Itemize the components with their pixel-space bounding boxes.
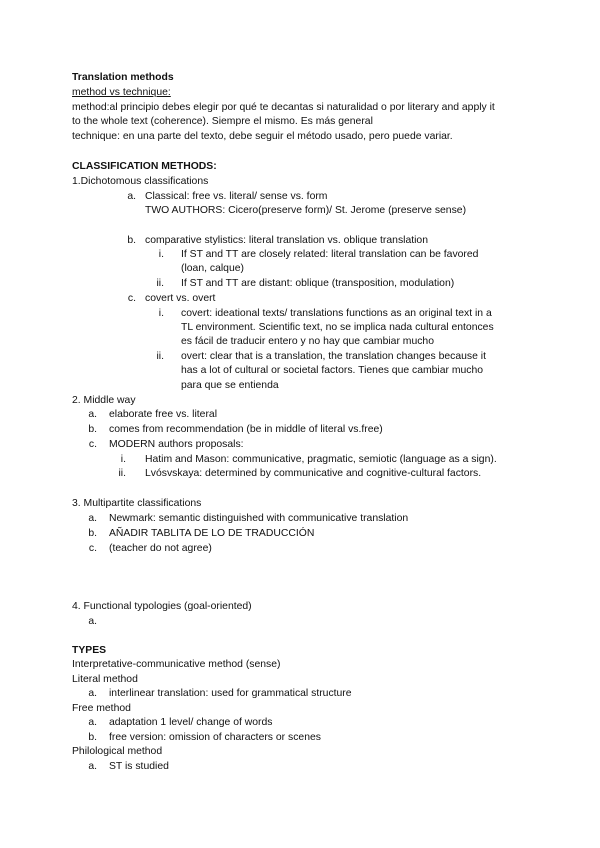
- list-item-continuation: has a lot of cultural or societal factors. Tienes que cambiar mucho: [181, 365, 484, 376]
- intro-method-line: method:al principio debes elegir por qué te decantas si naturalidad o por literary and apply it: [72, 102, 495, 113]
- list-marker: b.: [88, 528, 97, 539]
- list-item-continuation: para que se entienda: [181, 380, 279, 391]
- list-item: covert: ideational texts/ translations functions as an original text in a: [181, 308, 492, 319]
- list-marker: b.: [88, 424, 97, 435]
- list-marker: a.: [88, 717, 97, 728]
- list-marker: ii.: [118, 468, 126, 479]
- list-item: interlinear translation: used for grammatical structure: [109, 688, 352, 699]
- doc-subtitle: method vs technique:: [72, 87, 171, 98]
- section-label: 2. Middle way: [72, 395, 136, 406]
- list-marker: b.: [88, 732, 97, 743]
- method-label: Interpretative-communicative method (sense): [72, 659, 281, 670]
- list-marker: a.: [88, 761, 97, 772]
- doc-title: Translation methods: [72, 72, 174, 83]
- list-marker: ii.: [156, 351, 164, 362]
- list-item: (teacher do not agree): [109, 543, 212, 554]
- list-item: free version: omission of characters or scenes: [109, 732, 321, 743]
- list-item-continuation: (loan, calque): [181, 263, 244, 274]
- list-item: comparative stylistics: literal translation vs. oblique translation: [145, 235, 428, 246]
- list-item-continuation: es fácil de traducir entero y no hay que cambiar mucho: [181, 336, 434, 347]
- section-label: 4. Functional typologies (goal-oriented): [72, 601, 252, 612]
- list-marker: c.: [127, 293, 136, 304]
- list-item: Lvósvskaya: determined by communicative and cognitive-cultural factors.: [145, 468, 482, 479]
- list-marker: a.: [88, 513, 97, 524]
- list-item: covert vs. overt: [145, 293, 216, 304]
- types-heading: TYPES: [72, 645, 107, 656]
- list-item: If ST and TT are distant: oblique (transposition, modulation): [181, 278, 455, 289]
- list-item: MODERN authors proposals:: [109, 439, 244, 450]
- list-marker: a.: [88, 409, 97, 420]
- list-item: overt: clear that is a translation, the translation changes because it: [181, 351, 486, 362]
- list-item: AÑADIR TABLITA DE LO DE TRADUCCIÓN: [109, 528, 315, 539]
- list-item: Hatim and Mason: communicative, pragmatic, semiotic (language as a sign).: [145, 454, 497, 465]
- list-item: ST is studied: [109, 761, 169, 772]
- list-marker: ii.: [156, 278, 164, 289]
- list-marker: c.: [88, 439, 97, 450]
- method-label: Literal method: [72, 674, 138, 685]
- list-marker: i.: [158, 308, 164, 319]
- method-label: Philological method: [72, 746, 163, 757]
- list-item-continuation: TL environment. Scientific text, no se implica nada cultural entonces: [181, 322, 494, 333]
- list-item: If ST and TT are closely related: literal translation can be favored: [181, 249, 479, 260]
- intro-method-line: to the whole text (coherence). Siempre el mismo. Es más general: [72, 116, 373, 127]
- method-label: Free method: [72, 703, 131, 714]
- list-item-continuation: TWO AUTHORS: Cicero(preserve form)/ St. Jerome (preserve sense): [145, 205, 467, 216]
- list-item: Classical: free vs. literal/ sense vs. form: [145, 191, 328, 202]
- list-item: elaborate free vs. literal: [109, 409, 218, 420]
- list-item: Newmark: semantic distinguished with communicative translation: [109, 513, 409, 524]
- list-marker: b.: [127, 235, 136, 246]
- list-marker: c.: [88, 543, 97, 554]
- list-marker: a.: [88, 688, 97, 699]
- list-item: adaptation 1 level/ change of words: [109, 717, 273, 728]
- list-marker: a.: [127, 191, 136, 202]
- list-marker: i.: [158, 249, 164, 260]
- list-marker: a.: [88, 616, 97, 627]
- list-marker: i.: [120, 454, 126, 465]
- classification-heading: CLASSIFICATION METHODS:: [72, 161, 217, 172]
- section-label: 1.Dichotomous classifications: [72, 176, 209, 187]
- intro-technique-line: technique: en una parte del texto, debe seguir el método usado, pero puede variar.: [72, 131, 453, 142]
- list-item: comes from recommendation (be in middle of literal vs.free): [109, 424, 383, 435]
- section-label: 3. Multipartite classifications: [72, 498, 202, 509]
